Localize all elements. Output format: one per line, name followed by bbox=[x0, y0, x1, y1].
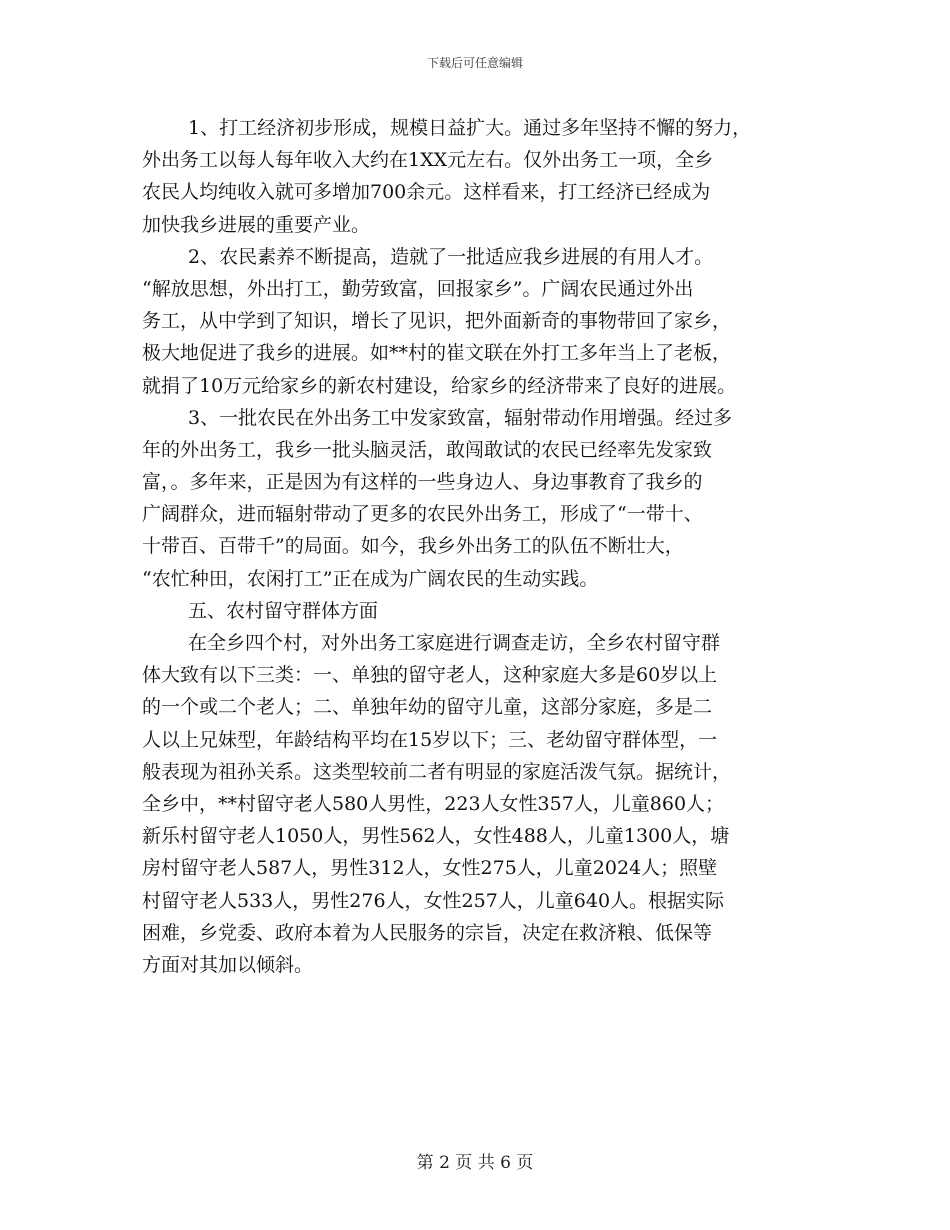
text-line: 3、一批农民在外出务工中发家致富，辐射带动作用增强。经过多 bbox=[188, 406, 733, 429]
section-heading: 五、农村留守群体方面 bbox=[188, 599, 379, 622]
text-line: 务工，从中学到了知识，增长了见识，把外面新奇的事物带回了家乡， bbox=[142, 310, 732, 333]
text-line: “农忙种田，农闲打工”正在成为广阔农民的生动实践。 bbox=[142, 567, 599, 590]
text-line: 人以上兄妹型，年龄结构平均在15岁以下；三、老幼留守群体型，一 bbox=[142, 728, 718, 751]
text-line: 就捐了10万元给家乡的新农村建设，给家乡的经济带来了良好的进展。 bbox=[142, 374, 737, 397]
text-line: 全乡中，**村留守老人580人男性，223人女性357人，儿童860人； bbox=[142, 792, 725, 815]
text-line: 十带百、百带千”的局面。如今，我乡外出务工的队伍不断壮大， bbox=[142, 535, 684, 558]
text-line: 加快我乡进展的重要产业。 bbox=[142, 213, 371, 236]
text-line: 广阔群众，进而辐射带动了更多的农民外出务工，形成了“一带十、 bbox=[142, 503, 703, 526]
text-line: 外出务工以每人每年收入大约在1XX元左右。仅外出务工一项，全乡 bbox=[142, 149, 714, 172]
document-body bbox=[142, 112, 822, 981]
text-line: 富，。多年来，正是因为有这样的一些身边人、身边事教育了我乡的 bbox=[142, 471, 703, 494]
text-line: 困难，乡党委、政府本着为人民服务的宗旨，决定在救济粮、低保等 bbox=[142, 921, 713, 944]
text-line: 村留守老人533人，男性276人，女性257人，儿童640人。根据实际 bbox=[142, 889, 725, 912]
text-line: 在全乡四个村，对外出务工家庭进行调查走访，全乡农村留守群 bbox=[188, 632, 721, 654]
text-line: 般表现为祖孙关系。这类型较前二者有明显的家庭活泼气氛。据统计， bbox=[142, 760, 732, 783]
text-line: 新乐村留守老人1050人，男性562人，女性488人，儿童1300人，塘 bbox=[142, 825, 730, 848]
text-line: 房村留守老人587人，男性312人，女性275人，儿童2024人；照壁 bbox=[142, 857, 718, 880]
page-header-note: 下载后可任意编辑 bbox=[426, 56, 523, 70]
text-line: 1、打工经济初步形成，规模日益扩大。通过多年坚持不懈的努力， bbox=[188, 117, 752, 139]
text-line: “解放思想，外出打工，勤劳致富，回报家乡”。广阔农民通过外出 bbox=[142, 277, 694, 300]
text-line: 年的外出务工，我乡一批头脑灵活，敢闯敢试的农民已经率先发家致 bbox=[142, 438, 713, 461]
text-line: 体大致有以下三类：一、单独的留守老人，这种家庭大多是60岁以上 bbox=[142, 664, 718, 687]
text-line: 方面对其加以倾斜。 bbox=[142, 953, 314, 976]
page-number: 第 2 页 共 6 页 bbox=[416, 1153, 534, 1173]
text-line: 极大地促进了我乡的进展。如**村的崔文联在外打工多年当上了老板， bbox=[142, 342, 732, 365]
text-line: 农民人均纯收入就可多增加700余元。这样看来，打工经济已经成为 bbox=[142, 181, 711, 204]
text-line: 2、农民素养不断提高，造就了一批适应我乡进展的有用人才。 bbox=[188, 245, 714, 268]
text-line: 的一个或二个老人；二、单独年幼的留守儿童，这部分家庭，多是二 bbox=[142, 696, 713, 719]
